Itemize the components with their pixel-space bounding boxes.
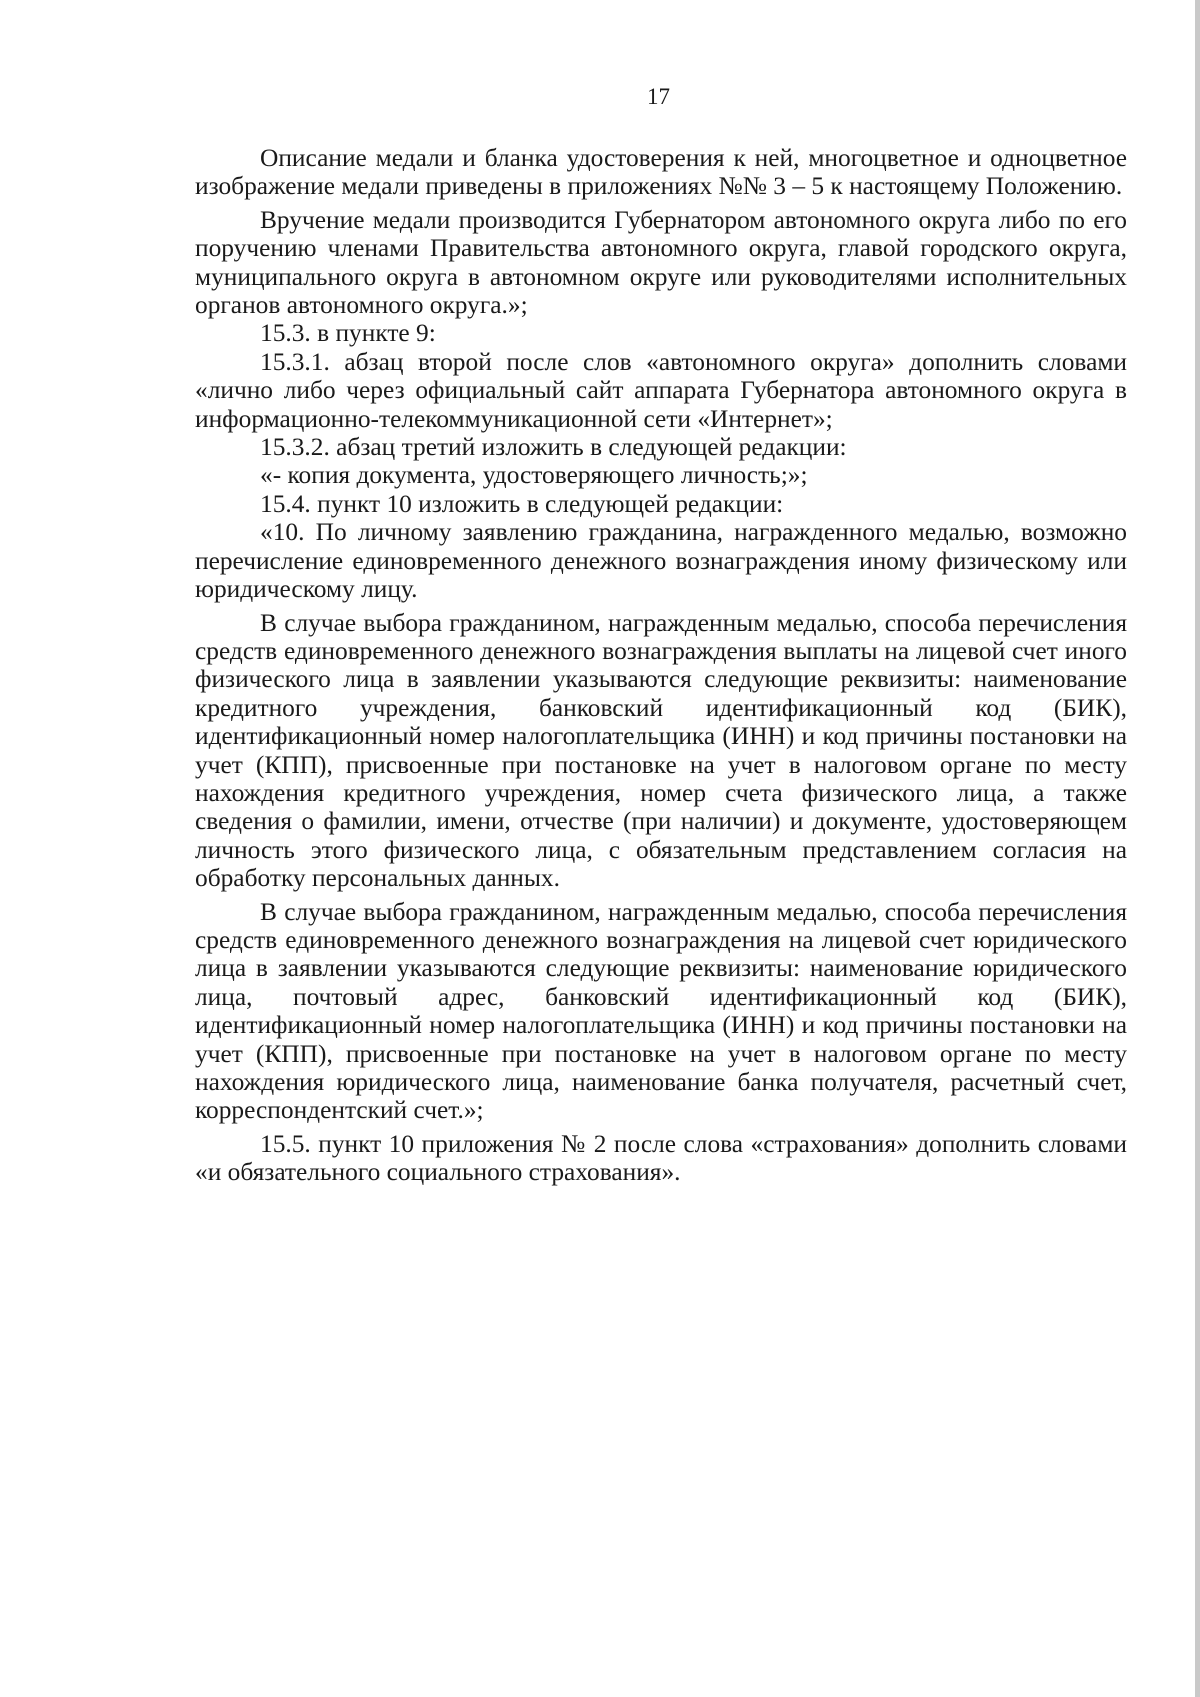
paragraph-id-copy: «- копия документа, удостоверяющего личность;»; [260, 461, 808, 490]
page-number: 17 [647, 84, 670, 109]
paragraph-item-10: «10. По личному заявлению гражданина, награжденного медалью, возможно перечисление единовременного денежного вознаграждения иному физическому или юридическому лицу. [195, 518, 1127, 604]
paragraph-15-3: 15.3. в пункте 9: [260, 319, 436, 348]
document-body [195, 144, 1127, 1187]
paragraph-medal-presentation: Вручение медали производится Губернатором автономного округа либо по его поручению членами Правительства автономного округа, главой городского округа, муниципального округа в автономном округе или руководителями исполнительных органов автономного округа.»; [195, 205, 1127, 320]
paragraph-individual-transfer: В случае выбора гражданином, награжденным медалью, способа перечисления средств единовременного денежного вознаграждения выплаты на лицевой счет иного физического лица в заявлении указываются следующие реквизиты: наименование кредитного учреждения, банковский идентификационный код (БИК), идентификационный номер налогоплательщика (ИНН) и код причины постановки на учет (КПП), присвоенные при постановке на учет в налоговом органе по месту нахождения кредитного учреждения, номер счета физического лица, а также сведения о фамилии, имени, отчестве (при наличии) и документе, удостоверяющем личность этого физического лица, с обязательным представлением согласия на обработку персональных данных. [195, 608, 1127, 893]
paragraph-medal-description: Описание медали и бланка удостоверения к ней, многоцветное и одноцветное изображение медали приведены в приложениях №№ 3 – 5 к настоящему Положению. [195, 144, 1127, 201]
paragraph-15-4: 15.4. пункт 10 изложить в следующей редакции: [260, 489, 784, 518]
scan-edge [1195, 0, 1200, 1697]
paragraph-legal-entity-transfer: В случае выбора гражданином, награжденным медалью, способа перечисления средств единовременного денежного вознаграждения на лицевой счет юридического лица в заявлении указываются следующие реквизиты: наименование юридического лица, почтовый адрес, банковский идентификационный код (БИК), идентификационный номер налогоплательщика (ИНН) и код причины постановки на учет (КПП), присвоенные при постановке на учет в налоговом органе по месту нахождения юридического лица, наименование банка получателя, расчетный счет, корреспондентский счет.»; [195, 897, 1127, 1125]
paragraph-15-5: 15.5. пункт 10 приложения № 2 после слова «страхования» дополнить словами «и обязательного социального страхования». [195, 1129, 1127, 1187]
paragraph-15-3-1: 15.3.1. абзац второй после слов «автономного округа» дополнить словами «лично либо через официальный сайт аппарата Губернатора автономного округа в информационно-телекоммуникационной сети «Интернет»; [195, 347, 1127, 433]
paragraph-15-3-2: 15.3.2. абзац третий изложить в следующей редакции: [260, 433, 847, 462]
